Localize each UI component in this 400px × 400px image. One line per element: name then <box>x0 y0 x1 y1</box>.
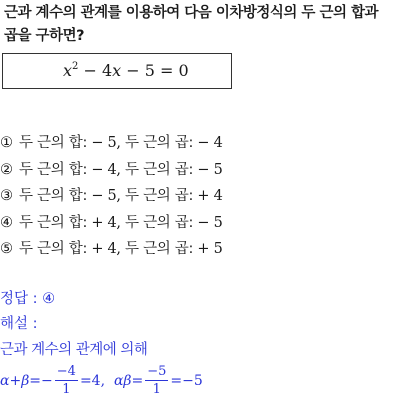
choice-number: ③ <box>0 188 13 204</box>
formula-eq2: =4, <box>79 372 106 389</box>
formula-alphabeta: αβ <box>113 372 132 389</box>
explanation-formula <box>0 364 203 400</box>
fraction-1-numerator: −4 <box>56 364 76 379</box>
formula-eq1: =− <box>29 372 53 389</box>
product-value: − 5 <box>197 161 223 178</box>
product-label: 두 근의 곱: <box>120 214 198 231</box>
fraction-2-numerator: −5 <box>147 364 167 379</box>
sum-value: − 5, <box>91 135 121 151</box>
choice-1[interactable] <box>0 130 400 157</box>
answer-line <box>0 289 55 309</box>
formula-alpha: α <box>0 372 10 389</box>
equation-part-a: − 4 <box>78 61 113 80</box>
formula-eq3: = <box>131 372 144 389</box>
explanation-label: 해설 : <box>0 316 38 332</box>
answer-label: 정답 : <box>0 291 43 307</box>
formula-beta: β <box>21 372 30 389</box>
equation-box <box>2 53 232 89</box>
equation-exponent: 2 <box>72 61 79 72</box>
product-label: 두 근의 곱: <box>120 241 198 257</box>
choice-number: ② <box>0 161 13 178</box>
formula-fraction-1 <box>55 364 78 397</box>
choice-number: ⑤ <box>0 241 13 257</box>
product-label: 두 근의 곱: <box>120 161 198 178</box>
choice-4[interactable] <box>0 210 400 237</box>
choice-number: ① <box>0 135 13 151</box>
formula-eq4: =−5 <box>170 372 203 389</box>
fraction-2-denominator: 1 <box>152 382 161 397</box>
choice-list <box>0 130 400 263</box>
sum-value: − 5, <box>91 188 121 204</box>
choice-2[interactable] <box>0 157 400 184</box>
product-value: − 5 <box>197 214 223 231</box>
sum-label: 두 근의 합: <box>19 161 92 178</box>
equation-var-1: x <box>63 61 73 80</box>
product-value: + 4 <box>197 188 223 204</box>
equation <box>63 61 189 80</box>
choice-3[interactable] <box>0 183 400 210</box>
question-text: 근과 계수의 관계를 이용하여 다음 이차방정식의 두 근의 합과 곱을 구하면? <box>4 5 379 44</box>
formula-fraction-2 <box>145 364 168 397</box>
fraction-1-denominator: 1 <box>62 382 71 397</box>
product-value: + 5 <box>197 241 223 257</box>
product-value: − 4 <box>197 135 223 151</box>
sum-label: 두 근의 합: <box>19 214 92 231</box>
sum-label: 두 근의 합: <box>19 135 92 151</box>
choice-5[interactable] <box>0 236 400 263</box>
sum-label: 두 근의 합: <box>19 241 92 257</box>
product-label: 두 근의 곱: <box>120 135 198 151</box>
sum-label: 두 근의 합: <box>19 188 92 204</box>
answer-value: ④ <box>42 291 56 307</box>
explanation-text: 근과 계수의 관계에 의해 <box>0 342 148 358</box>
choice-number: ④ <box>0 214 13 231</box>
equation-var-2: x <box>112 61 122 80</box>
sum-value: − 4, <box>91 161 121 178</box>
equation-part-b: − 5 = 0 <box>121 61 189 80</box>
sum-value: + 4, <box>91 214 121 231</box>
formula-plus: + <box>9 372 22 389</box>
sum-value: + 4, <box>91 241 121 257</box>
product-label: 두 근의 곱: <box>120 188 198 204</box>
